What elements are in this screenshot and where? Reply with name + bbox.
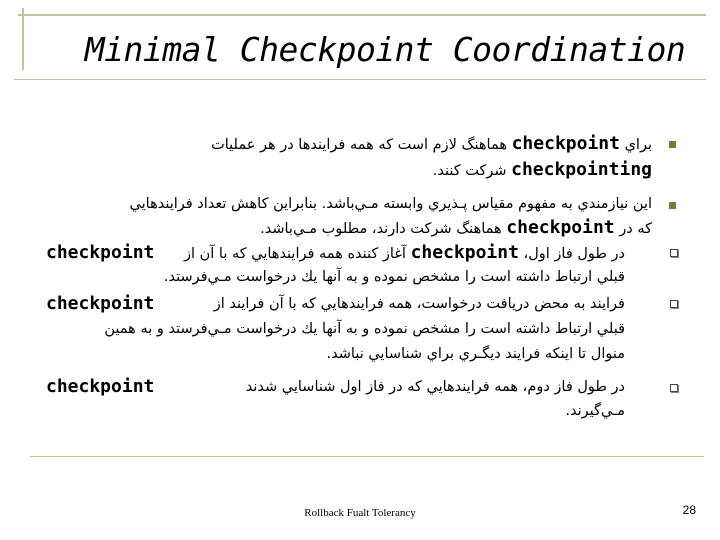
- square-bullet-icon: [669, 202, 676, 209]
- bullet-1-line-2: [46, 157, 652, 183]
- text-segment: كه در: [619, 221, 652, 237]
- latin-term: checkpoint: [46, 293, 155, 314]
- sub-bullet-2-line-2: قبلي ارتباط داشته است را مشخص نموده و به آنها يك درخواست مـي‌فرستد و به همين: [104, 321, 625, 337]
- sub-bullet-1-line-2: قبلي ارتباط داشته است را مشخص نموده و به آنها يك درخواست مـي‌فرستد.: [163, 269, 625, 285]
- footer-title: Rollback Fualt Tolerancy: [304, 507, 416, 519]
- text-segment: آغاز كننده همه فرايندهايي كه با آن از: [183, 246, 406, 262]
- latin-term: checkpoint: [46, 376, 155, 397]
- latin-term: checkpoint: [410, 242, 519, 263]
- title-underline: [14, 79, 706, 80]
- latin-term: checkpoint: [506, 217, 615, 238]
- latin-term: checkpoint: [46, 242, 155, 263]
- title-frame-top-line: [18, 14, 706, 16]
- sub-bullet-1-end-term: [46, 240, 166, 266]
- text-segment: هماهنگ لازم است كه همه فرايندها در هر عمليات: [211, 137, 507, 153]
- sub-bullet-1-line-1: [170, 240, 625, 266]
- square-bullet-icon: [669, 141, 676, 148]
- sub-bullet-2-line-3: منوال تا اينكه فرايند ديگـري براي شناسايي نباشد.: [326, 346, 625, 362]
- title-frame-left-line: [22, 8, 24, 70]
- latin-term: checkpoint: [511, 133, 620, 154]
- sub-bullet-3-end-term: [46, 374, 166, 400]
- bullet-2-line-2: [46, 215, 652, 241]
- text-segment: براي: [624, 137, 652, 153]
- bullet-1-line-1: [46, 131, 652, 157]
- latin-term: checkpointing: [511, 159, 652, 180]
- slide-title: Minimal Checkpoint Coordination: [84, 30, 686, 69]
- sub-bullet-2-end-term: [46, 291, 166, 317]
- sub-bullet-3-line-1: در طول فاز دوم، همه فرايندهايي كه در فاز اول شناسايي شدند: [245, 379, 625, 395]
- hollow-square-bullet-icon: [670, 384, 678, 392]
- footer-divider: [30, 456, 704, 457]
- page-number: 28: [682, 503, 696, 517]
- sub-bullet-2-line-1: فرايند به محض دريافت درخواست، همه فرايندهايي كه با آن فرايند از: [213, 296, 625, 312]
- hollow-square-bullet-icon: [670, 249, 678, 257]
- hollow-square-bullet-icon: [670, 300, 678, 308]
- sub-bullet-3-line-2: مـي‌گيرند.: [565, 403, 625, 419]
- bullet-2-line-1: اين نيازمندي به مفهوم مقياس پـذيري وابسته مـي‌باشد. بنابراين كاهش تعداد فرايندهايي: [129, 196, 652, 212]
- text-segment: در طول فاز اول،: [523, 246, 625, 262]
- text-segment: هماهنگ شركت دارند، مطلوب مـي‌باشد.: [260, 221, 502, 237]
- text-segment: شركت كنند.: [432, 163, 507, 179]
